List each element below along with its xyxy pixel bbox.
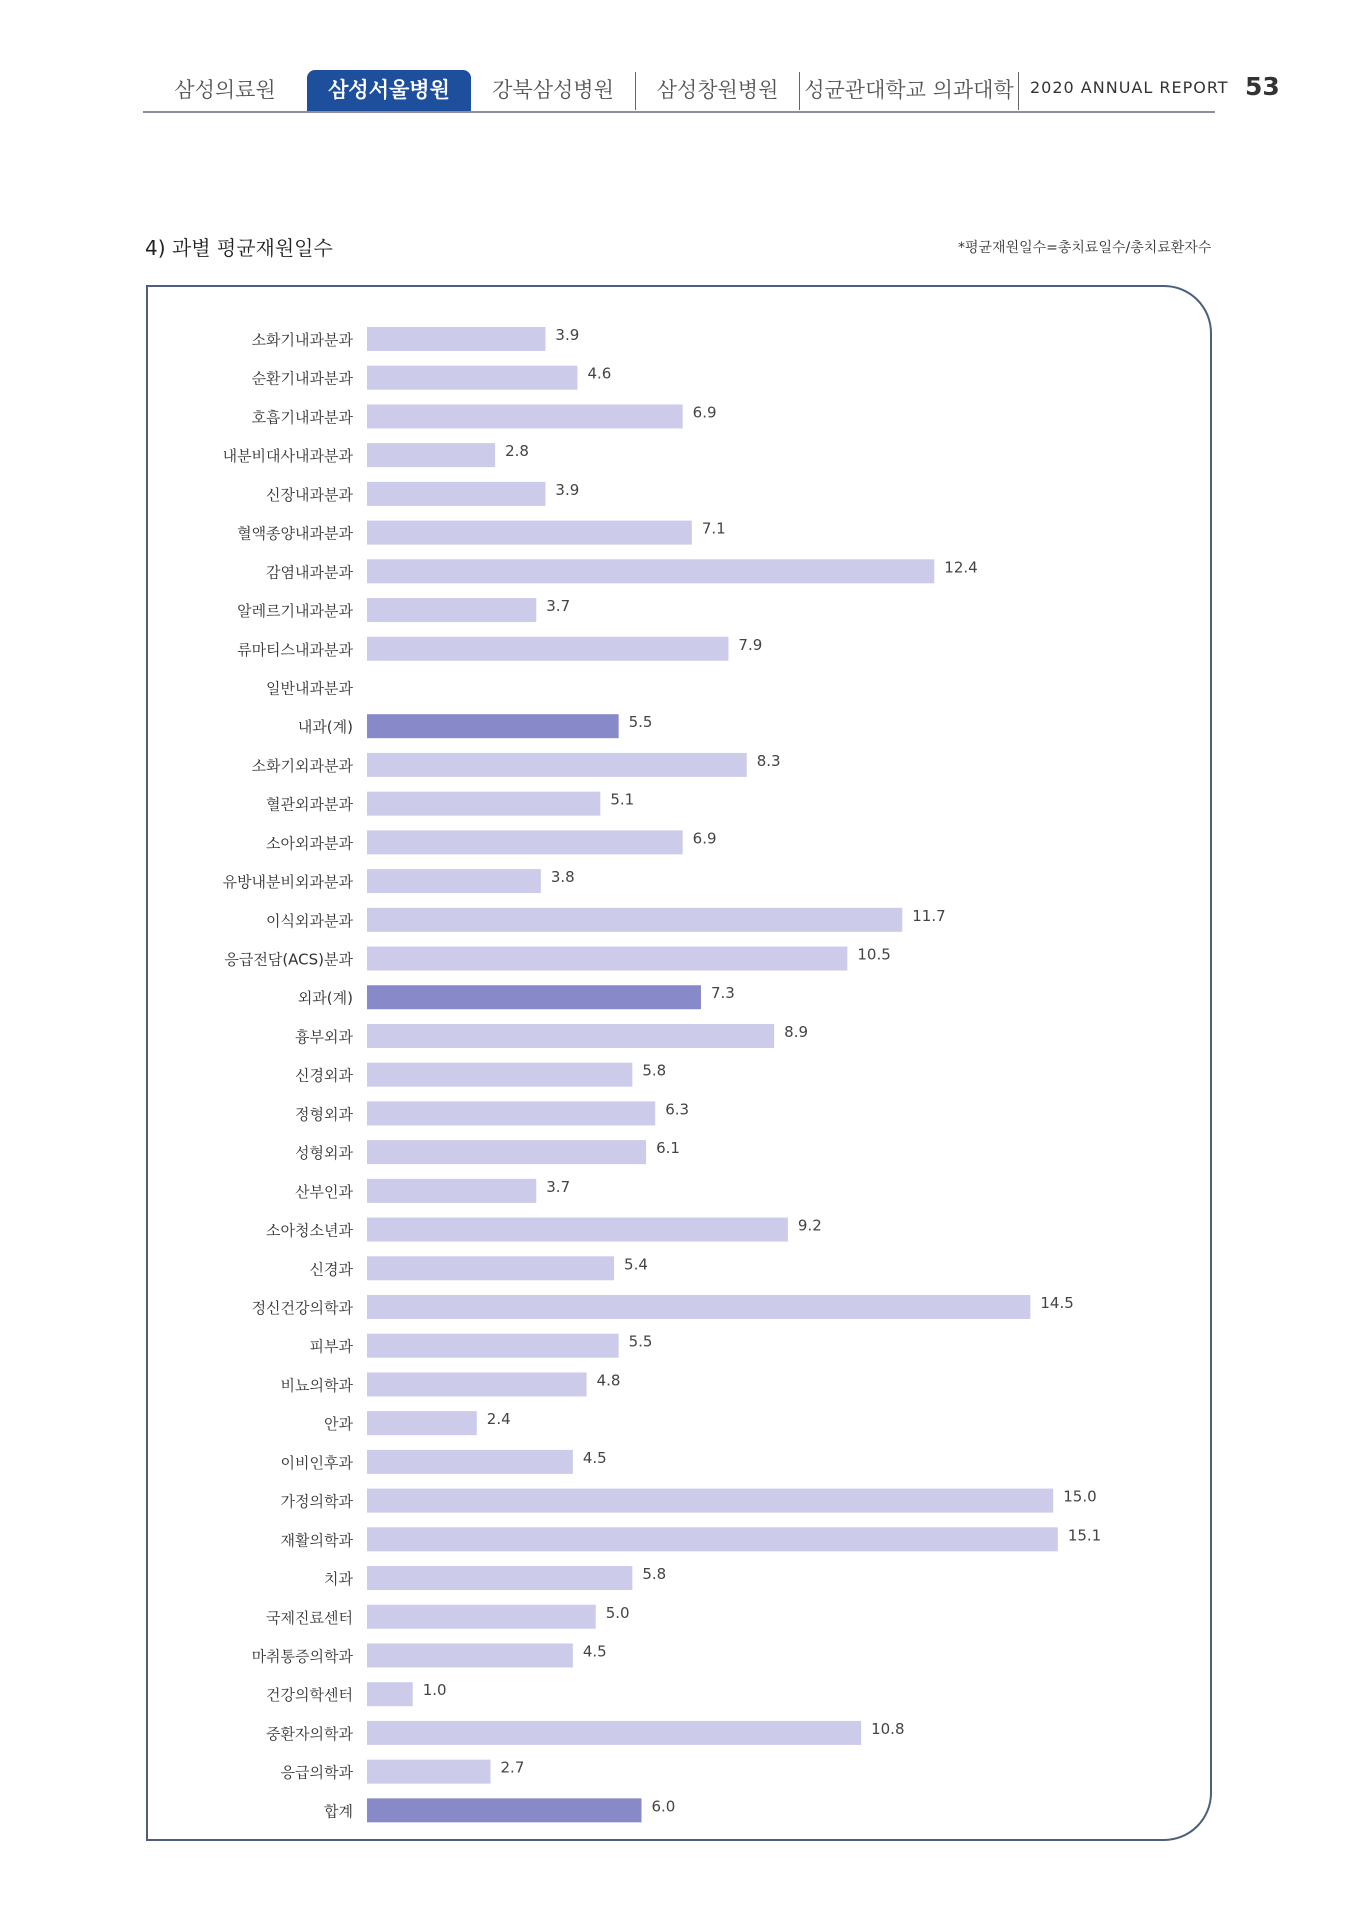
category-label: 혈액종양내과분과 [237, 524, 353, 543]
bar [367, 637, 728, 661]
value-label: 4.5 [582, 1642, 607, 1661]
value-label: 12.4 [944, 558, 978, 577]
tab-samsung-medical-center[interactable]: 삼성의료원 [174, 78, 276, 102]
value-label: 2.8 [505, 442, 529, 461]
value-label: 6.0 [651, 1797, 676, 1816]
value-label: 3.9 [555, 480, 580, 499]
bar [367, 1760, 491, 1784]
section-title: 4) 과별 평균재원일수 [145, 236, 333, 260]
bar [367, 1179, 536, 1203]
bar [367, 1372, 587, 1396]
value-label: 6.3 [665, 1100, 690, 1119]
value-label: 15.0 [1063, 1487, 1097, 1506]
bar [367, 1450, 573, 1474]
category-label: 소아외과분과 [266, 834, 353, 853]
value-label: 7.9 [738, 635, 763, 654]
value-label: 4.8 [596, 1371, 621, 1390]
category-label: 가정의학과 [280, 1492, 353, 1511]
category-label: 이비인후과 [280, 1453, 353, 1472]
bar [367, 482, 545, 506]
category-label: 혈관외과분과 [266, 795, 353, 814]
bar [367, 1063, 632, 1087]
bar [367, 1682, 413, 1706]
category-label: 외과(계) [297, 989, 353, 1008]
value-label: 4.6 [587, 364, 612, 383]
category-label: 응급전담(ACS)분과 [224, 950, 353, 969]
category-label: 마취통증의학과 [251, 1647, 353, 1666]
bar [367, 1024, 774, 1048]
category-label: 소화기내과분과 [251, 331, 353, 349]
bar [367, 1721, 861, 1745]
report-label: 2020 ANNUAL REPORT [1030, 78, 1229, 97]
category-label: 합계 [324, 1802, 353, 1821]
value-label: 8.9 [784, 1022, 809, 1041]
category-label: 내과(계) [297, 718, 353, 737]
category-label: 순환기내과분과 [251, 369, 353, 388]
category-label: 알레르기내과분과 [237, 602, 353, 621]
value-label: 2.4 [486, 1410, 511, 1429]
bar [367, 869, 541, 893]
bar [367, 1411, 477, 1435]
value-label: 10.8 [871, 1719, 905, 1738]
bar [367, 521, 692, 545]
tab-skku-medical-school[interactable]: 성균관대학교 의과대학 [804, 78, 1014, 102]
value-label: 6.1 [656, 1139, 680, 1158]
category-label: 소화기외과분과 [251, 756, 353, 775]
bar [367, 1527, 1058, 1551]
value-label: 11.7 [912, 906, 946, 925]
category-label: 내분비대사내과분과 [222, 447, 353, 466]
category-label: 건강의학센터 [266, 1686, 353, 1705]
bar [367, 443, 495, 467]
category-label: 신장내과분과 [266, 485, 353, 504]
bar [367, 1605, 596, 1629]
bar [367, 1256, 614, 1280]
bar [367, 1489, 1053, 1513]
category-label: 소아청소년과 [266, 1221, 353, 1240]
value-label: 6.9 [692, 829, 717, 848]
subtotal-bar [367, 714, 619, 738]
formula-note: *평균재원일수=총치료일수/총치료환자수 [958, 240, 1212, 256]
value-label: 3.7 [546, 1177, 571, 1196]
value-label: 7.1 [701, 519, 726, 538]
category-label: 중환자의학과 [266, 1724, 353, 1743]
category-label: 응급의학과 [280, 1763, 353, 1782]
value-label: 5.5 [628, 713, 653, 732]
bar [367, 1643, 573, 1667]
tab-samsung-changwon-hospital[interactable]: 삼성창원병원 [656, 78, 779, 102]
page-number: 53 [1245, 72, 1280, 101]
bar [367, 947, 847, 971]
value-label: 9.2 [797, 1216, 822, 1235]
category-label: 유방내분비외과분과 [222, 873, 353, 892]
value-label: 6.9 [692, 403, 717, 422]
bar [367, 1101, 655, 1125]
category-label: 피부과 [309, 1337, 353, 1356]
bar [367, 1295, 1030, 1319]
value-label: 3.7 [546, 597, 571, 616]
tab-samsung-seoul-hospital[interactable]: 삼성서울병원 [307, 70, 471, 112]
value-label: 5.5 [628, 1332, 653, 1351]
value-label: 5.8 [642, 1565, 667, 1584]
subtotal-bar [367, 985, 701, 1009]
value-label: 5.4 [624, 1255, 648, 1274]
value-label: 10.5 [857, 945, 891, 964]
value-label: 15.1 [1067, 1526, 1102, 1545]
bar [367, 830, 683, 854]
bar [367, 404, 683, 428]
value-label: 8.3 [756, 751, 781, 770]
value-label: 5.1 [610, 790, 635, 809]
value-label: 5.0 [605, 1603, 630, 1622]
bar [367, 1140, 646, 1164]
category-label: 치과 [324, 1570, 353, 1589]
category-label: 국제진료센터 [266, 1608, 353, 1627]
category-label: 정신건강의학과 [251, 1299, 353, 1317]
category-label: 신경외과 [295, 1066, 353, 1085]
category-label: 흉부외과 [295, 1027, 353, 1046]
bar [367, 1566, 632, 1590]
category-label: 산부인과 [295, 1182, 353, 1201]
value-label: 7.3 [710, 984, 735, 1003]
bar [367, 327, 545, 351]
bar [367, 1218, 788, 1242]
category-label: 감염내과분과 [266, 563, 353, 582]
category-label: 신경과 [309, 1260, 353, 1279]
value-label: 2.7 [500, 1758, 525, 1777]
category-label: 류마티스내과분과 [237, 640, 353, 659]
subtotal-bar [367, 1798, 642, 1822]
value-label: 5.8 [642, 1061, 667, 1080]
bar [367, 598, 536, 622]
category-label: 성형외과 [295, 1144, 353, 1163]
value-label: 1.0 [422, 1681, 447, 1700]
bar [367, 1334, 619, 1358]
value-label: 3.8 [550, 868, 575, 887]
category-label: 정형외과 [295, 1105, 353, 1124]
bar [367, 792, 600, 816]
value-label: 14.5 [1040, 1294, 1074, 1312]
value-label: 3.9 [555, 326, 580, 344]
category-label: 재활의학과 [280, 1531, 353, 1550]
category-label: 안과 [324, 1415, 353, 1434]
bar [367, 559, 934, 583]
value-label: 4.5 [582, 1448, 607, 1467]
category-label: 호흡기내과분과 [251, 408, 353, 427]
category-label: 일반내과분과 [266, 679, 353, 698]
tab-kangbuk-samsung-hospital[interactable]: 강북삼성병원 [492, 78, 614, 102]
category-label: 이식외과분과 [266, 911, 353, 930]
bar [367, 908, 902, 932]
bar [367, 753, 747, 777]
category-label: 비뇨의학과 [280, 1376, 353, 1395]
bar [367, 366, 577, 390]
